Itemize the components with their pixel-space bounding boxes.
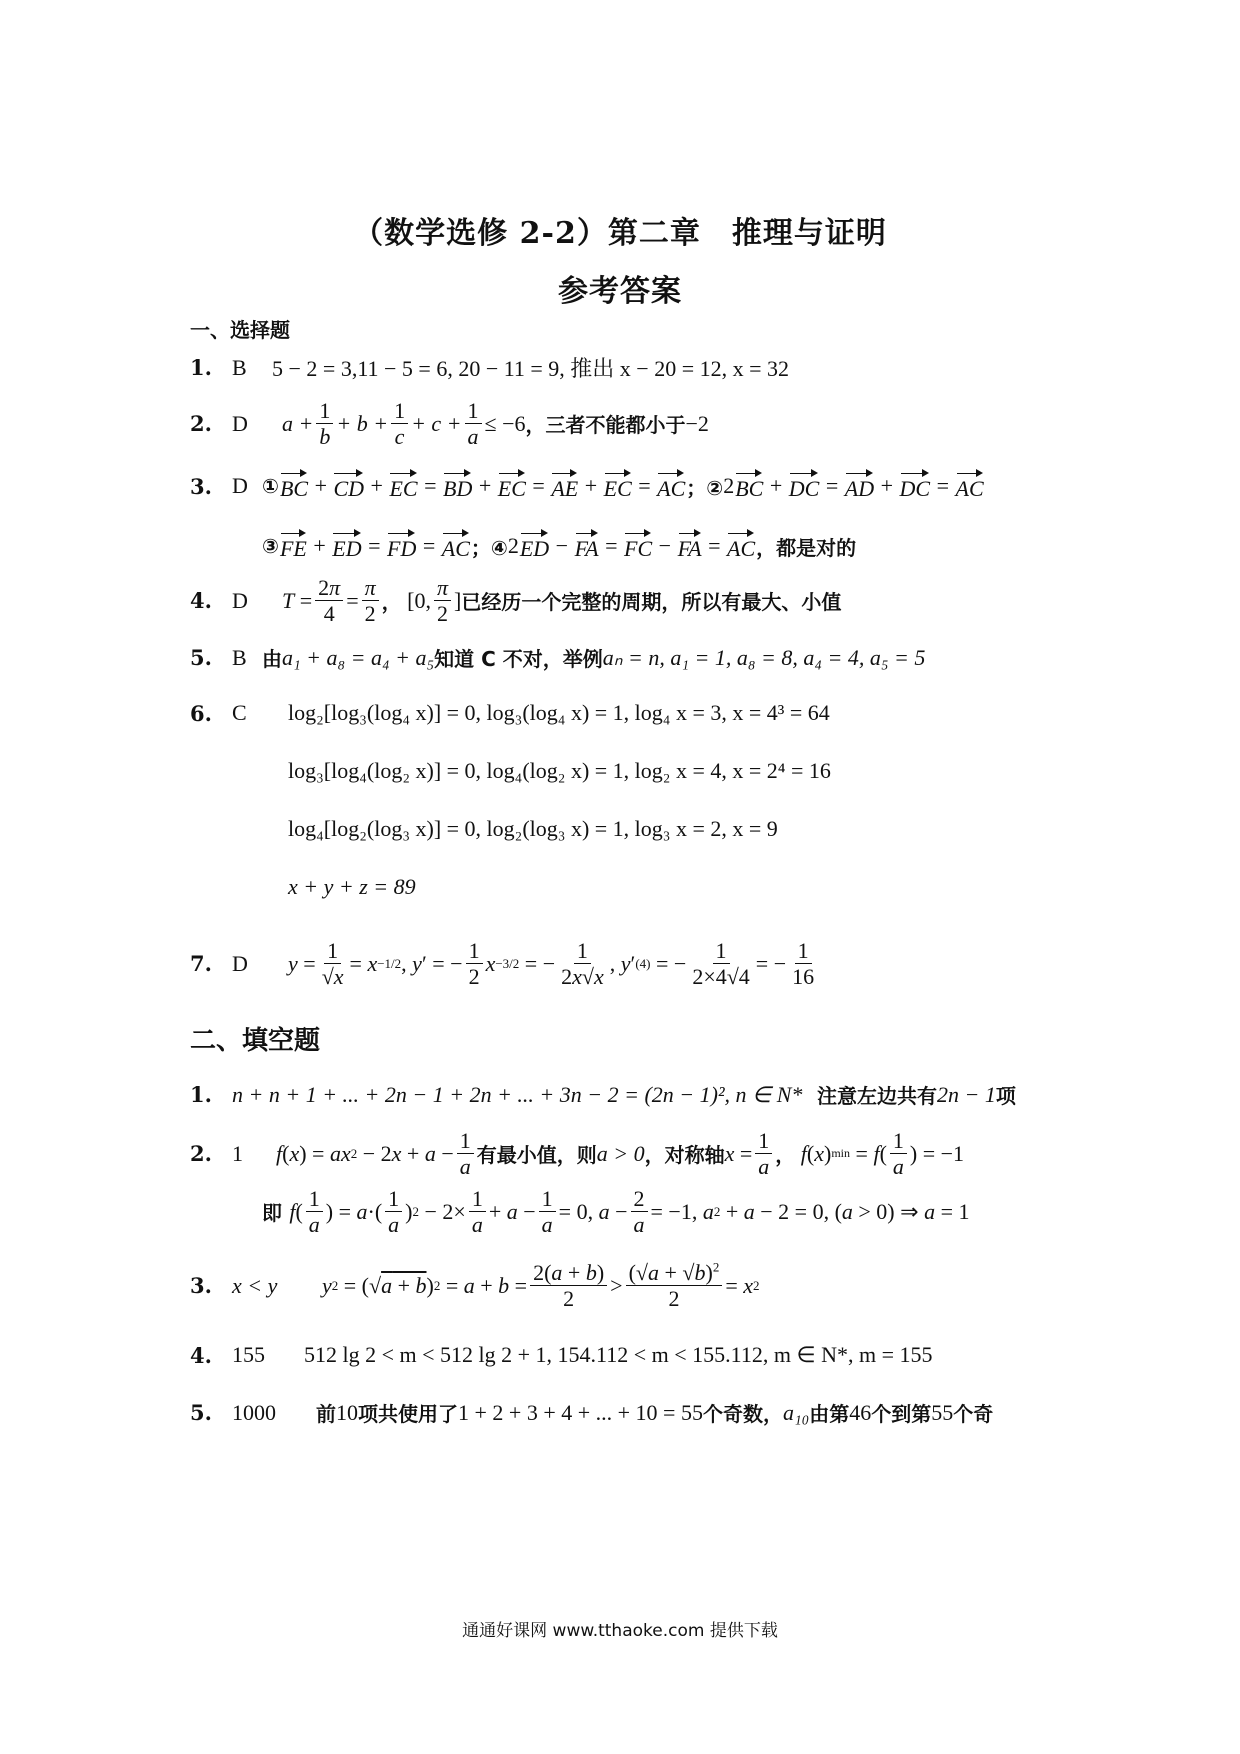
item-remark: 注意左边共有	[817, 1084, 938, 1108]
fraction: $\frac{1}{a}$	[465, 398, 482, 450]
item-remark: ，对称轴	[644, 1143, 725, 1168]
vector-solution-line-1: ① BC + CD + EC = BD + EC = AE + EC = AC ；② 2 BC + DC = AD + DC = AC	[262, 470, 985, 502]
item-answer: 1	[232, 1140, 243, 1166]
item-answer: 155	[232, 1342, 265, 1367]
choice-item-6-line-2	[288, 758, 831, 784]
expr: 512 lg 2 < m < 512 lg 2 + 1, 154.112 < m < 155.112, m ∈ N*, m = 155	[304, 1342, 933, 1367]
item-number: 4.	[190, 1342, 212, 1368]
expr: a +	[282, 410, 314, 436]
item-remark: 由	[262, 647, 282, 671]
choice-item-4	[190, 575, 841, 627]
choice-item-6-line-3	[288, 816, 778, 842]
item-answer: B	[232, 644, 247, 670]
item-remark: 即	[262, 1201, 282, 1226]
fill-item-2-cont	[262, 1186, 969, 1238]
item-number: 6.	[190, 700, 212, 726]
item-number: 7.	[190, 951, 212, 977]
item-number: 1.	[190, 355, 212, 380]
item-answer: D	[232, 410, 248, 436]
log-line-4: x + y + z = 89	[288, 874, 416, 899]
expr: a₁₀	[782, 1399, 810, 1425]
fill-item-5	[190, 1398, 993, 1427]
fill-item-4	[190, 1342, 933, 1368]
vector-solution-line-2: ③ FE + ED = FD = AC ；④ 2 ED − FA = FC − FA = AC	[262, 530, 756, 562]
item-answer: 1000	[232, 1399, 276, 1425]
item-number: 3.	[190, 1273, 212, 1299]
item-number: 5.	[190, 645, 212, 670]
footer-source: 通通好课网 www.tthaoke.com 提供下载	[462, 1621, 778, 1641]
item-remark: 已经历一个完整的周期，所以有最大、小值	[461, 590, 842, 615]
item-number: 2.	[190, 411, 212, 437]
choice-item-3	[190, 470, 985, 502]
item-remark: 个到第	[871, 1402, 932, 1426]
expr: 55	[931, 1399, 954, 1425]
log-line-3: log₄[log₂(log₃ x)] = 0, log₂(log₃ x) = 1, log₃ x = 2, x = 9	[288, 816, 778, 841]
expr: ≤ −6	[484, 410, 526, 436]
fill-item-1	[190, 1080, 1016, 1109]
expr: + c +	[411, 410, 462, 436]
item-remark: 由第	[809, 1402, 850, 1426]
expr: 10	[336, 1399, 358, 1425]
item-answer: D	[232, 950, 248, 976]
derivative-expr: y = $\frac{1}{√x}$ = x −1/2 , y ′ = − $\frac{1}{2}$ x −3/2 = − $\frac{1}{2x√x}$ , y ′ (4) = − $\frac{1}{2\times 4√4}$ = − $\frac{1}{16}$	[288, 938, 815, 990]
choice-item-3-cont	[262, 530, 856, 562]
expr: 46	[849, 1399, 872, 1425]
item-answer: B	[232, 354, 247, 380]
item-answer: x < y	[232, 1272, 278, 1298]
expr: −2	[685, 410, 709, 436]
expr: a > 0	[596, 1140, 645, 1166]
inequality-expr: y 2 = (√ a + b ) 2 = a + b = $\frac{2(a + b)}{2}$ > $\frac{(√a + √b)^2}{2}$ = x 2	[322, 1259, 760, 1312]
log-line-1: log₂[log₃(log₄ x)] = 0, log₃(log₄ x) = 1, log₄ x = 3, x = 4³ = 64	[288, 700, 830, 725]
item-number: 3.	[190, 473, 212, 499]
function-expr: f ( x ) = ax 2 − 2 x + a − $\frac{1}{a}$	[276, 1128, 477, 1180]
expr: 2n − 1	[937, 1081, 996, 1107]
item-solution: 5 − 2 = 3,11 − 5 = 6, 20 − 11 = 9, 推出 x − 20 = 12, x = 32	[272, 356, 790, 381]
log-line-2: log₃[log₄(log₂ x)] = 0, log₄(log₂ x) = 1, log₂ x = 4, x = 2⁴ = 16	[288, 758, 831, 783]
expr: + b +	[336, 410, 389, 436]
fraction: $\frac{1}{c}$	[391, 398, 408, 450]
choice-item-6-line-4	[288, 874, 416, 900]
item-answer: D	[232, 587, 248, 613]
choice-item-7	[190, 938, 820, 990]
choice-item-1	[190, 352, 789, 383]
solve-expr: f ( $\frac{1}{a}$ ) = a ·( $\frac{1}{a}$ ) 2 − 2× $\frac{1}{a}$ + a − $\frac{1}{a}$ = 0, a − $\frac{2}{a}$ = −1, a 2 + a − 2 = 0, ( a > 0) ⇒ a = 1	[289, 1186, 970, 1238]
item-answer: C	[232, 700, 247, 725]
expr: n + n + 1 + ... + 2n − 1 + 2n + ... + 3n − 2 = (2n − 1)², n ∈ N*	[232, 1081, 803, 1107]
period-expr: T = $\frac{2\pi}{4}$ = $\frac{\pi}{2}$ ， [0, $\frac{\pi}{2}$ ]	[282, 575, 462, 627]
expr: a₁ + a₈ = a₄ + a₅	[282, 644, 435, 670]
choice-item-6	[190, 700, 830, 726]
fraction: $\frac{1}{b}$	[316, 398, 333, 450]
expr: aₙ = n, a₁ = 1, a₈ = 8, a₄ = 4, a₅ = 5	[602, 644, 926, 670]
expr: 1 + 2 + 3 + 4 + ... + 10 = 55	[458, 1399, 703, 1425]
fill-item-2	[190, 1128, 964, 1180]
item-number: 5.	[190, 1400, 212, 1425]
section-heading-choice: 一、选择题	[190, 318, 290, 342]
item-remark: 有最小值，则	[476, 1143, 597, 1168]
item-remark: 前	[316, 1402, 336, 1426]
item-remark: ，都是对的	[756, 535, 857, 560]
item-remark: 个奇	[953, 1402, 994, 1426]
item-remark: 项共使用了	[358, 1402, 458, 1426]
choice-item-5	[190, 643, 925, 672]
page-title: （数学选修 2-2）第二章 推理与证明	[353, 216, 887, 251]
item-number: 1.	[190, 1082, 212, 1107]
axis-expr: x = $\frac{1}{a}$ ， f ( x ) min = f ( $\frac{1}{a}$ ) = −1	[724, 1128, 965, 1180]
item-answer: D	[232, 473, 248, 498]
item-remark: 个奇数，	[702, 1402, 783, 1426]
item-remark: 项	[995, 1084, 1016, 1108]
item-number: 2.	[190, 1141, 212, 1167]
item-remark: ，三者不能都小于	[525, 413, 686, 438]
section-heading-fill: 二、填空题	[190, 1026, 321, 1056]
fill-item-3	[190, 1260, 760, 1312]
page-subtitle: 参考答案	[558, 274, 682, 309]
item-number: 4.	[190, 588, 212, 614]
item-remark: 知道 C 不对，举例	[434, 647, 603, 671]
choice-item-2	[190, 398, 709, 450]
